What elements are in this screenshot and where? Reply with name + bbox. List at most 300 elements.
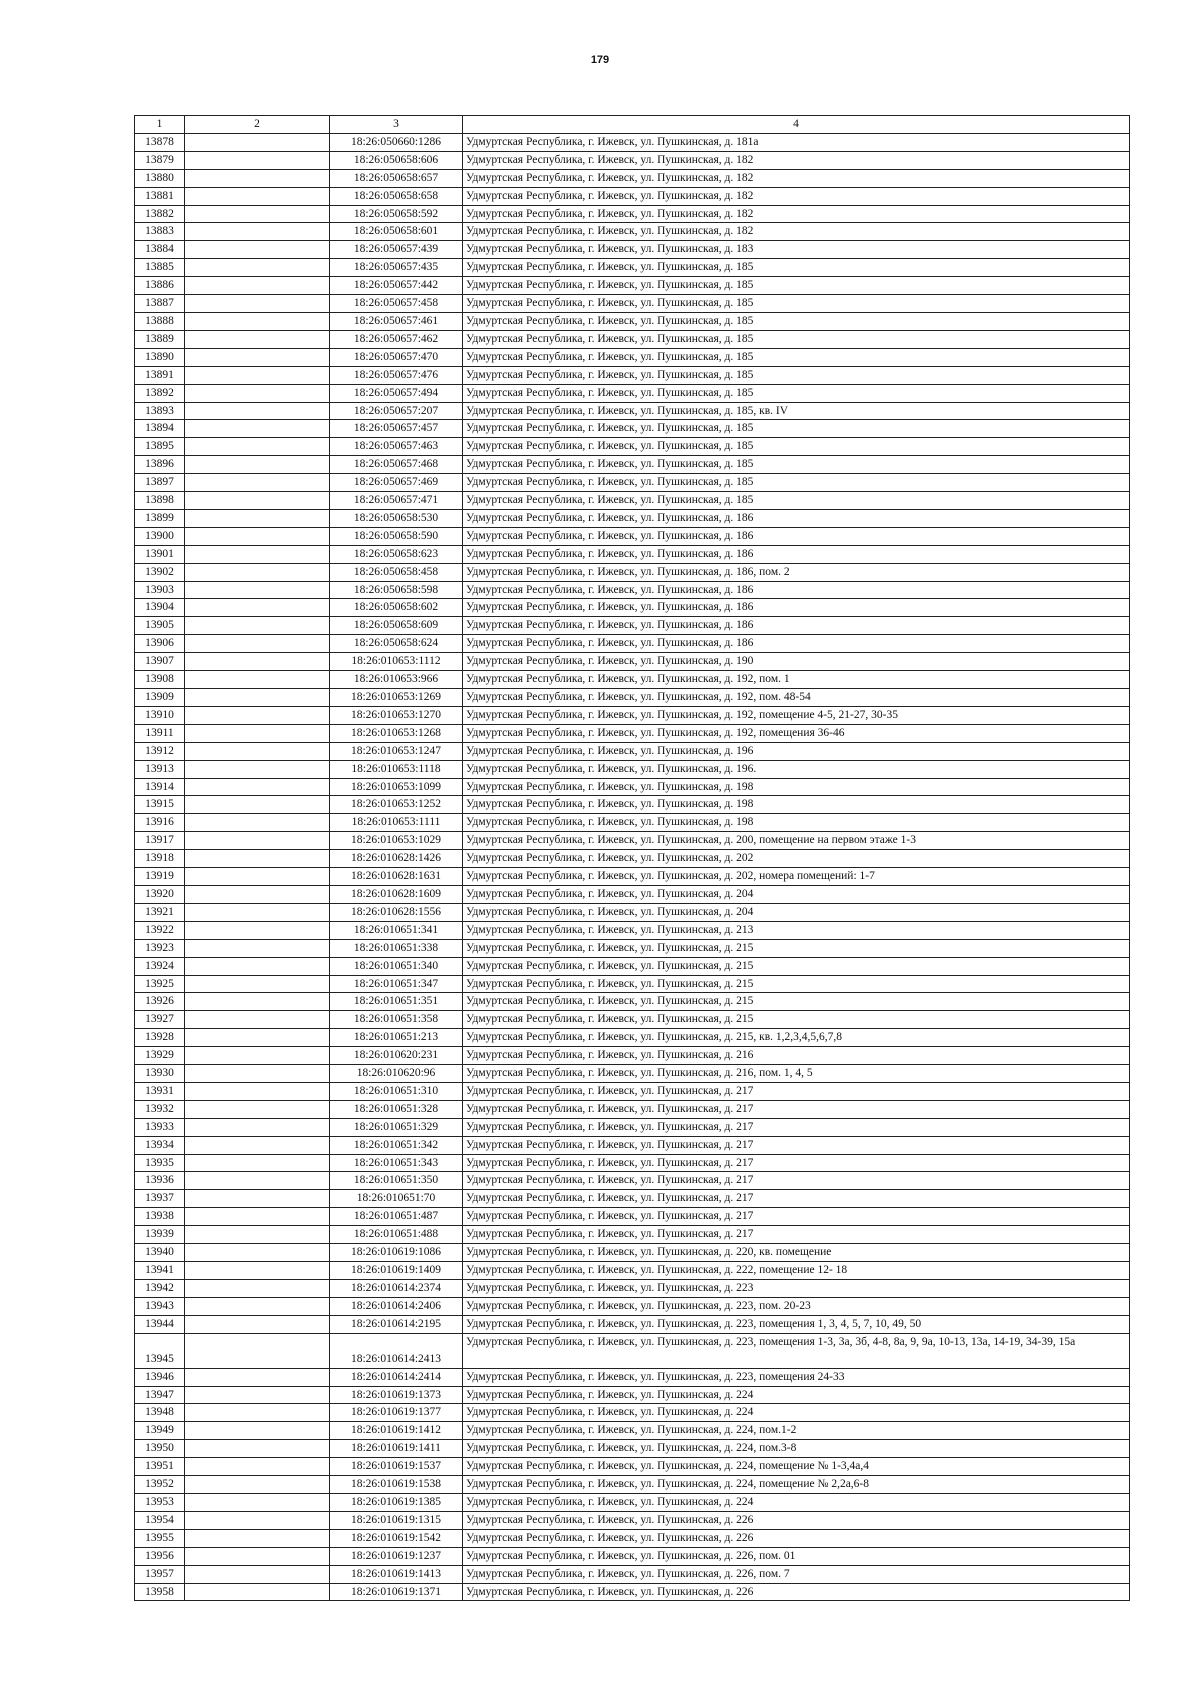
cadastral-number: 18:26:050658:623 xyxy=(330,545,463,563)
cadastral-number: 18:26:010619:1413 xyxy=(330,1565,463,1583)
table-row xyxy=(135,295,1130,313)
row-empty xyxy=(185,169,330,187)
row-number: 13941 xyxy=(135,1262,185,1280)
row-empty xyxy=(185,1262,330,1280)
address: Удмуртская Республика, г. Ижевск, ул. Пушкинская, д. 198 xyxy=(463,796,1130,814)
table-row xyxy=(135,223,1130,241)
address: Удмуртская Республика, г. Ижевск, ул. Пушкинская, д. 185 xyxy=(463,366,1130,384)
cadastral-number: 18:26:050658:602 xyxy=(330,599,463,617)
cadastral-number: 18:26:010619:1411 xyxy=(330,1440,463,1458)
cadastral-number: 18:26:010651:340 xyxy=(330,957,463,975)
row-number: 13880 xyxy=(135,169,185,187)
cadastral-number: 18:26:010628:1556 xyxy=(330,903,463,921)
table-row xyxy=(135,1422,1130,1440)
table-row xyxy=(135,312,1130,330)
cadastral-number: 18:26:050657:207 xyxy=(330,402,463,420)
row-empty xyxy=(185,796,330,814)
row-number: 13947 xyxy=(135,1386,185,1404)
table-row xyxy=(135,384,1130,402)
address: Удмуртская Республика, г. Ижевск, ул. Пушкинская, д. 217 xyxy=(463,1226,1130,1244)
cadastral-number: 18:26:050658:458 xyxy=(330,563,463,581)
table-row xyxy=(135,1262,1130,1280)
table-row xyxy=(135,1029,1130,1047)
address: Удмуртская Республика, г. Ижевск, ул. Пушкинская, д. 186 xyxy=(463,545,1130,563)
address: Удмуртская Республика, г. Ижевск, ул. Пушкинская, д. 223, помещения 1, 3, 4, 5, 7, 10, 49, 50 xyxy=(463,1315,1130,1333)
row-empty xyxy=(185,635,330,653)
row-number: 13954 xyxy=(135,1511,185,1529)
table-row xyxy=(135,1315,1130,1333)
address: Удмуртская Республика, г. Ижевск, ул. Пушкинская, д. 215 xyxy=(463,939,1130,957)
row-empty xyxy=(185,599,330,617)
row-empty xyxy=(185,1333,330,1368)
table-row xyxy=(135,169,1130,187)
cadastral-number: 18:26:010614:2414 xyxy=(330,1368,463,1386)
address: Удмуртская Республика, г. Ижевск, ул. Пушкинская, д. 226, пом. 01 xyxy=(463,1547,1130,1565)
cadastral-number: 18:26:050658:657 xyxy=(330,169,463,187)
row-number: 13882 xyxy=(135,205,185,223)
row-empty xyxy=(185,456,330,474)
row-number: 13905 xyxy=(135,617,185,635)
cadastral-number: 18:26:050657:442 xyxy=(330,277,463,295)
row-empty xyxy=(185,1136,330,1154)
row-empty xyxy=(185,671,330,689)
table-row xyxy=(135,993,1130,1011)
address: Удмуртская Республика, г. Ижевск, ул. Пушкинская, д. 186 xyxy=(463,527,1130,545)
cadastral-number: 18:26:010653:1269 xyxy=(330,689,463,707)
table-row xyxy=(135,1386,1130,1404)
address: Удмуртская Республика, г. Ижевск, ул. Пушкинская, д. 182 xyxy=(463,187,1130,205)
address: Удмуртская Республика, г. Ижевск, ул. Пушкинская, д. 220, кв. помещение xyxy=(463,1244,1130,1262)
row-number: 13921 xyxy=(135,903,185,921)
row-number: 13939 xyxy=(135,1226,185,1244)
row-empty xyxy=(185,1172,330,1190)
row-empty xyxy=(185,1190,330,1208)
row-number: 13915 xyxy=(135,796,185,814)
row-empty xyxy=(185,1226,330,1244)
table-row xyxy=(135,187,1130,205)
row-number: 13946 xyxy=(135,1368,185,1386)
row-number: 13919 xyxy=(135,868,185,886)
cadastral-number: 18:26:010653:1270 xyxy=(330,706,463,724)
address: Удмуртская Республика, г. Ижевск, ул. Пушкинская, д. 182 xyxy=(463,169,1130,187)
table-row xyxy=(135,617,1130,635)
row-empty xyxy=(185,1386,330,1404)
row-empty xyxy=(185,1493,330,1511)
cadastral-number: 18:26:050657:494 xyxy=(330,384,463,402)
table-row xyxy=(135,1458,1130,1476)
row-number: 13944 xyxy=(135,1315,185,1333)
address: Удмуртская Республика, г. Ижевск, ул. Пушкинская, д. 185 xyxy=(463,277,1130,295)
row-number: 13904 xyxy=(135,599,185,617)
row-number: 13900 xyxy=(135,527,185,545)
row-empty xyxy=(185,760,330,778)
row-empty xyxy=(185,1100,330,1118)
row-number: 13886 xyxy=(135,277,185,295)
row-number: 13908 xyxy=(135,671,185,689)
row-empty xyxy=(185,492,330,510)
table-row xyxy=(135,706,1130,724)
row-number: 13936 xyxy=(135,1172,185,1190)
cadastral-number: 18:26:010653:1029 xyxy=(330,832,463,850)
table-row xyxy=(135,832,1130,850)
address: Удмуртская Республика, г. Ижевск, ул. Пушкинская, д. 217 xyxy=(463,1136,1130,1154)
row-empty xyxy=(185,1529,330,1547)
address: Удмуртская Республика, г. Ижевск, ул. Пушкинская, д. 224, помещение № 1-3,4а,4 xyxy=(463,1458,1130,1476)
registry-table xyxy=(134,115,1130,1601)
row-empty xyxy=(185,277,330,295)
cadastral-number: 18:26:050658:530 xyxy=(330,509,463,527)
table-row xyxy=(135,1583,1130,1601)
row-number: 13937 xyxy=(135,1190,185,1208)
table-row xyxy=(135,868,1130,886)
table-row xyxy=(135,581,1130,599)
row-empty xyxy=(185,527,330,545)
address: Удмуртская Республика, г. Ижевск, ул. Пушкинская, д. 223, помещения 1-3, 3а, 3б, 4-8, 8а, 9, 9а, 10-13, 13а, 14-19, 34-39, 15а xyxy=(463,1333,1130,1368)
row-number: 13957 xyxy=(135,1565,185,1583)
row-empty xyxy=(185,1511,330,1529)
address: Удмуртская Республика, г. Ижевск, ул. Пушкинская, д. 213 xyxy=(463,921,1130,939)
row-empty xyxy=(185,778,330,796)
row-number: 13902 xyxy=(135,563,185,581)
row-empty xyxy=(185,1029,330,1047)
address: Удмуртская Республика, г. Ижевск, ул. Пушкинская, д. 215, кв. 1,2,3,4,5,6,7,8 xyxy=(463,1029,1130,1047)
row-number: 13930 xyxy=(135,1065,185,1083)
row-number: 13914 xyxy=(135,778,185,796)
address: Удмуртская Республика, г. Ижевск, ул. Пушкинская, д. 215 xyxy=(463,957,1130,975)
row-empty xyxy=(185,957,330,975)
cadastral-number: 18:26:010653:1247 xyxy=(330,742,463,760)
row-empty xyxy=(185,384,330,402)
row-empty xyxy=(185,187,330,205)
header-cell-4: 4 xyxy=(463,116,1130,134)
table-row xyxy=(135,1082,1130,1100)
address: Удмуртская Республика, г. Ижевск, ул. Пушкинская, д. 224 xyxy=(463,1493,1130,1511)
row-number: 13897 xyxy=(135,474,185,492)
row-number: 13948 xyxy=(135,1404,185,1422)
row-number: 13898 xyxy=(135,492,185,510)
table-row xyxy=(135,814,1130,832)
address: Удмуртская Республика, г. Ижевск, ул. Пушкинская, д. 198 xyxy=(463,778,1130,796)
address: Удмуртская Республика, г. Ижевск, ул. Пушкинская, д. 185, кв. IV xyxy=(463,402,1130,420)
table-row xyxy=(135,957,1130,975)
table-row xyxy=(135,778,1130,796)
table-row xyxy=(135,760,1130,778)
cadastral-number: 18:26:010619:1409 xyxy=(330,1262,463,1280)
table-row xyxy=(135,241,1130,259)
row-number: 13952 xyxy=(135,1476,185,1494)
cadastral-number: 18:26:010619:1371 xyxy=(330,1583,463,1601)
row-empty xyxy=(185,1208,330,1226)
table-row xyxy=(135,456,1130,474)
row-empty xyxy=(185,1404,330,1422)
row-number: 13923 xyxy=(135,939,185,957)
row-number: 13928 xyxy=(135,1029,185,1047)
cadastral-number: 18:26:010653:1252 xyxy=(330,796,463,814)
cadastral-number: 18:26:010619:1538 xyxy=(330,1476,463,1494)
address: Удмуртская Республика, г. Ижевск, ул. Пушкинская, д. 183 xyxy=(463,241,1130,259)
table-row xyxy=(135,1208,1130,1226)
address: Удмуртская Республика, г. Ижевск, ул. Пушкинская, д. 215 xyxy=(463,993,1130,1011)
row-empty xyxy=(185,241,330,259)
header-cell-3: 3 xyxy=(330,116,463,134)
row-number: 13894 xyxy=(135,420,185,438)
cadastral-number: 18:26:010651:328 xyxy=(330,1100,463,1118)
row-empty xyxy=(185,312,330,330)
cadastral-number: 18:26:010651:342 xyxy=(330,1136,463,1154)
address: Удмуртская Республика, г. Ижевск, ул. Пушкинская, д. 204 xyxy=(463,903,1130,921)
table-row xyxy=(135,527,1130,545)
row-number: 13909 xyxy=(135,689,185,707)
cadastral-number: 18:26:010651:341 xyxy=(330,921,463,939)
address: Удмуртская Республика, г. Ижевск, ул. Пушкинская, д. 192, помещения 36-46 xyxy=(463,724,1130,742)
address: Удмуртская Республика, г. Ижевск, ул. Пушкинская, д. 217 xyxy=(463,1190,1130,1208)
address: Удмуртская Республика, г. Ижевск, ул. Пушкинская, д. 185 xyxy=(463,295,1130,313)
row-empty xyxy=(185,420,330,438)
row-empty xyxy=(185,903,330,921)
cadastral-number: 18:26:050657:476 xyxy=(330,366,463,384)
cadastral-number: 18:26:050658:601 xyxy=(330,223,463,241)
table-row xyxy=(135,1493,1130,1511)
table-row xyxy=(135,1244,1130,1262)
table-row xyxy=(135,724,1130,742)
table-row xyxy=(135,1476,1130,1494)
table-row xyxy=(135,796,1130,814)
table-row xyxy=(135,1226,1130,1244)
cadastral-number: 18:26:010628:1426 xyxy=(330,850,463,868)
row-number: 13951 xyxy=(135,1458,185,1476)
row-empty xyxy=(185,348,330,366)
cadastral-number: 18:26:010653:1268 xyxy=(330,724,463,742)
cadastral-number: 18:26:010619:1412 xyxy=(330,1422,463,1440)
row-empty xyxy=(185,1547,330,1565)
address: Удмуртская Республика, г. Ижевск, ул. Пушкинская, д. 192, пом. 1 xyxy=(463,671,1130,689)
row-empty xyxy=(185,205,330,223)
table-row xyxy=(135,133,1130,151)
row-number: 13910 xyxy=(135,706,185,724)
row-empty xyxy=(185,563,330,581)
row-number: 13912 xyxy=(135,742,185,760)
table-row xyxy=(135,689,1130,707)
row-number: 13895 xyxy=(135,438,185,456)
row-number: 13893 xyxy=(135,402,185,420)
address: Удмуртская Республика, г. Ижевск, ул. Пушкинская, д. 182 xyxy=(463,205,1130,223)
row-empty xyxy=(185,366,330,384)
row-number: 13943 xyxy=(135,1297,185,1315)
row-empty xyxy=(185,295,330,313)
row-empty xyxy=(185,617,330,635)
address: Удмуртская Республика, г. Ижевск, ул. Пушкинская, д. 198 xyxy=(463,814,1130,832)
row-empty xyxy=(185,1440,330,1458)
row-number: 13953 xyxy=(135,1493,185,1511)
table-row xyxy=(135,545,1130,563)
address: Удмуртская Республика, г. Ижевск, ул. Пушкинская, д. 217 xyxy=(463,1100,1130,1118)
address: Удмуртская Республика, г. Ижевск, ул. Пушкинская, д. 202, номера помещений: 1-7 xyxy=(463,868,1130,886)
row-number: 13892 xyxy=(135,384,185,402)
row-empty xyxy=(185,1422,330,1440)
table-row xyxy=(135,277,1130,295)
cadastral-number: 18:26:010614:2413 xyxy=(330,1333,463,1368)
address: Удмуртская Республика, г. Ижевск, ул. Пушкинская, д. 186 xyxy=(463,509,1130,527)
cadastral-number: 18:26:050658:592 xyxy=(330,205,463,223)
row-empty xyxy=(185,509,330,527)
address: Удмуртская Республика, г. Ижевск, ул. Пушкинская, д. 202 xyxy=(463,850,1130,868)
cadastral-number: 18:26:010628:1609 xyxy=(330,885,463,903)
cadastral-number: 18:26:010628:1631 xyxy=(330,868,463,886)
address: Удмуртская Республика, г. Ижевск, ул. Пушкинская, д. 217 xyxy=(463,1172,1130,1190)
table-row xyxy=(135,420,1130,438)
row-empty xyxy=(185,1011,330,1029)
row-number: 13916 xyxy=(135,814,185,832)
row-empty xyxy=(185,402,330,420)
cadastral-number: 18:26:050657:469 xyxy=(330,474,463,492)
row-empty xyxy=(185,438,330,456)
row-empty xyxy=(185,151,330,169)
cadastral-number: 18:26:010619:1373 xyxy=(330,1386,463,1404)
row-number: 13950 xyxy=(135,1440,185,1458)
row-empty xyxy=(185,850,330,868)
cadastral-number: 18:26:010653:1099 xyxy=(330,778,463,796)
row-number: 13891 xyxy=(135,366,185,384)
row-number: 13896 xyxy=(135,456,185,474)
cadastral-number: 18:26:010653:1118 xyxy=(330,760,463,778)
table-row xyxy=(135,850,1130,868)
address: Удмуртская Республика, г. Ижевск, ул. Пушкинская, д. 185 xyxy=(463,492,1130,510)
row-number: 13901 xyxy=(135,545,185,563)
page-number: 179 xyxy=(590,54,610,66)
address: Удмуртская Республика, г. Ижевск, ул. Пушкинская, д. 226, пом. 7 xyxy=(463,1565,1130,1583)
row-number: 13907 xyxy=(135,653,185,671)
row-empty xyxy=(185,1368,330,1386)
table-row xyxy=(135,366,1130,384)
table-row xyxy=(135,1172,1130,1190)
table-row xyxy=(135,1368,1130,1386)
row-empty xyxy=(185,1297,330,1315)
row-number: 13885 xyxy=(135,259,185,277)
address: Удмуртская Республика, г. Ижевск, ул. Пушкинская, д. 226 xyxy=(463,1583,1130,1601)
address: Удмуртская Республика, г. Ижевск, ул. Пушкинская, д. 217 xyxy=(463,1082,1130,1100)
table-row xyxy=(135,1297,1130,1315)
row-number: 13917 xyxy=(135,832,185,850)
table-row xyxy=(135,1100,1130,1118)
table-row xyxy=(135,1065,1130,1083)
row-empty xyxy=(185,1458,330,1476)
row-number: 13929 xyxy=(135,1047,185,1065)
row-number: 13920 xyxy=(135,885,185,903)
row-empty xyxy=(185,832,330,850)
row-number: 13949 xyxy=(135,1422,185,1440)
cadastral-number: 18:26:010651:347 xyxy=(330,975,463,993)
cadastral-number: 18:26:010651:70 xyxy=(330,1190,463,1208)
table-row xyxy=(135,903,1130,921)
address: Удмуртская Республика, г. Ижевск, ул. Пушкинская, д. 196 xyxy=(463,742,1130,760)
table-row xyxy=(135,330,1130,348)
table-row xyxy=(135,1333,1130,1368)
table-row xyxy=(135,742,1130,760)
address: Удмуртская Республика, г. Ижевск, ул. Пушкинская, д. 190 xyxy=(463,653,1130,671)
cadastral-number: 18:26:050658:609 xyxy=(330,617,463,635)
table-row xyxy=(135,1511,1130,1529)
row-empty xyxy=(185,689,330,707)
cadastral-number: 18:26:050657:463 xyxy=(330,438,463,456)
table-row xyxy=(135,635,1130,653)
address: Удмуртская Республика, г. Ижевск, ул. Пушкинская, д. 181а xyxy=(463,133,1130,151)
row-number: 13925 xyxy=(135,975,185,993)
cadastral-number: 18:26:010620:96 xyxy=(330,1065,463,1083)
row-number: 13935 xyxy=(135,1154,185,1172)
row-number: 13887 xyxy=(135,295,185,313)
row-number: 13888 xyxy=(135,312,185,330)
row-number: 13881 xyxy=(135,187,185,205)
table-row xyxy=(135,1118,1130,1136)
table-row xyxy=(135,975,1130,993)
row-empty xyxy=(185,742,330,760)
cadastral-number: 18:26:050658:624 xyxy=(330,635,463,653)
table-row xyxy=(135,921,1130,939)
row-empty xyxy=(185,1565,330,1583)
cadastral-number: 18:26:010614:2195 xyxy=(330,1315,463,1333)
address: Удмуртская Республика, г. Ижевск, ул. Пушкинская, д. 182 xyxy=(463,151,1130,169)
row-empty xyxy=(185,921,330,939)
row-empty xyxy=(185,724,330,742)
address: Удмуртская Республика, г. Ижевск, ул. Пушкинская, д. 217 xyxy=(463,1208,1130,1226)
row-number: 13922 xyxy=(135,921,185,939)
row-empty xyxy=(185,868,330,886)
row-empty xyxy=(185,1244,330,1262)
table-row xyxy=(135,1047,1130,1065)
cadastral-number: 18:26:010619:1537 xyxy=(330,1458,463,1476)
table-row xyxy=(135,151,1130,169)
address: Удмуртская Республика, г. Ижевск, ул. Пушкинская, д. 204 xyxy=(463,885,1130,903)
row-number: 13927 xyxy=(135,1011,185,1029)
cadastral-number: 18:26:010651:329 xyxy=(330,1118,463,1136)
row-empty xyxy=(185,581,330,599)
table-row xyxy=(135,939,1130,957)
table-row xyxy=(135,885,1130,903)
cadastral-number: 18:26:050657:461 xyxy=(330,312,463,330)
cadastral-number: 18:26:010619:1377 xyxy=(330,1404,463,1422)
table-row xyxy=(135,1279,1130,1297)
row-number: 13931 xyxy=(135,1082,185,1100)
row-number: 13884 xyxy=(135,241,185,259)
row-number: 13878 xyxy=(135,133,185,151)
address: Удмуртская Республика, г. Ижевск, ул. Пушкинская, д. 224, пом.1-2 xyxy=(463,1422,1130,1440)
cadastral-number: 18:26:010651:213 xyxy=(330,1029,463,1047)
row-empty xyxy=(185,1279,330,1297)
row-empty xyxy=(185,653,330,671)
row-number: 13924 xyxy=(135,957,185,975)
address: Удмуртская Республика, г. Ижевск, ул. Пушкинская, д. 186 xyxy=(463,581,1130,599)
row-number: 13889 xyxy=(135,330,185,348)
table-row xyxy=(135,1565,1130,1583)
address: Удмуртская Республика, г. Ижевск, ул. Пушкинская, д. 224 xyxy=(463,1386,1130,1404)
row-empty xyxy=(185,814,330,832)
row-empty xyxy=(185,474,330,492)
row-number: 13890 xyxy=(135,348,185,366)
address: Удмуртская Республика, г. Ижевск, ул. Пушкинская, д. 185 xyxy=(463,259,1130,277)
address: Удмуртская Республика, г. Ижевск, ул. Пушкинская, д. 200, помещение на первом этаже 1-3 xyxy=(463,832,1130,850)
row-empty xyxy=(185,1082,330,1100)
row-number: 13926 xyxy=(135,993,185,1011)
table-row xyxy=(135,402,1130,420)
row-number: 13945 xyxy=(135,1333,185,1368)
address: Удмуртская Республика, г. Ижевск, ул. Пушкинская, д. 185 xyxy=(463,474,1130,492)
cadastral-number: 18:26:010651:310 xyxy=(330,1082,463,1100)
row-number: 13883 xyxy=(135,223,185,241)
row-number: 13938 xyxy=(135,1208,185,1226)
cadastral-number: 18:26:010651:350 xyxy=(330,1172,463,1190)
cadastral-number: 18:26:050657:435 xyxy=(330,259,463,277)
row-number: 13934 xyxy=(135,1136,185,1154)
